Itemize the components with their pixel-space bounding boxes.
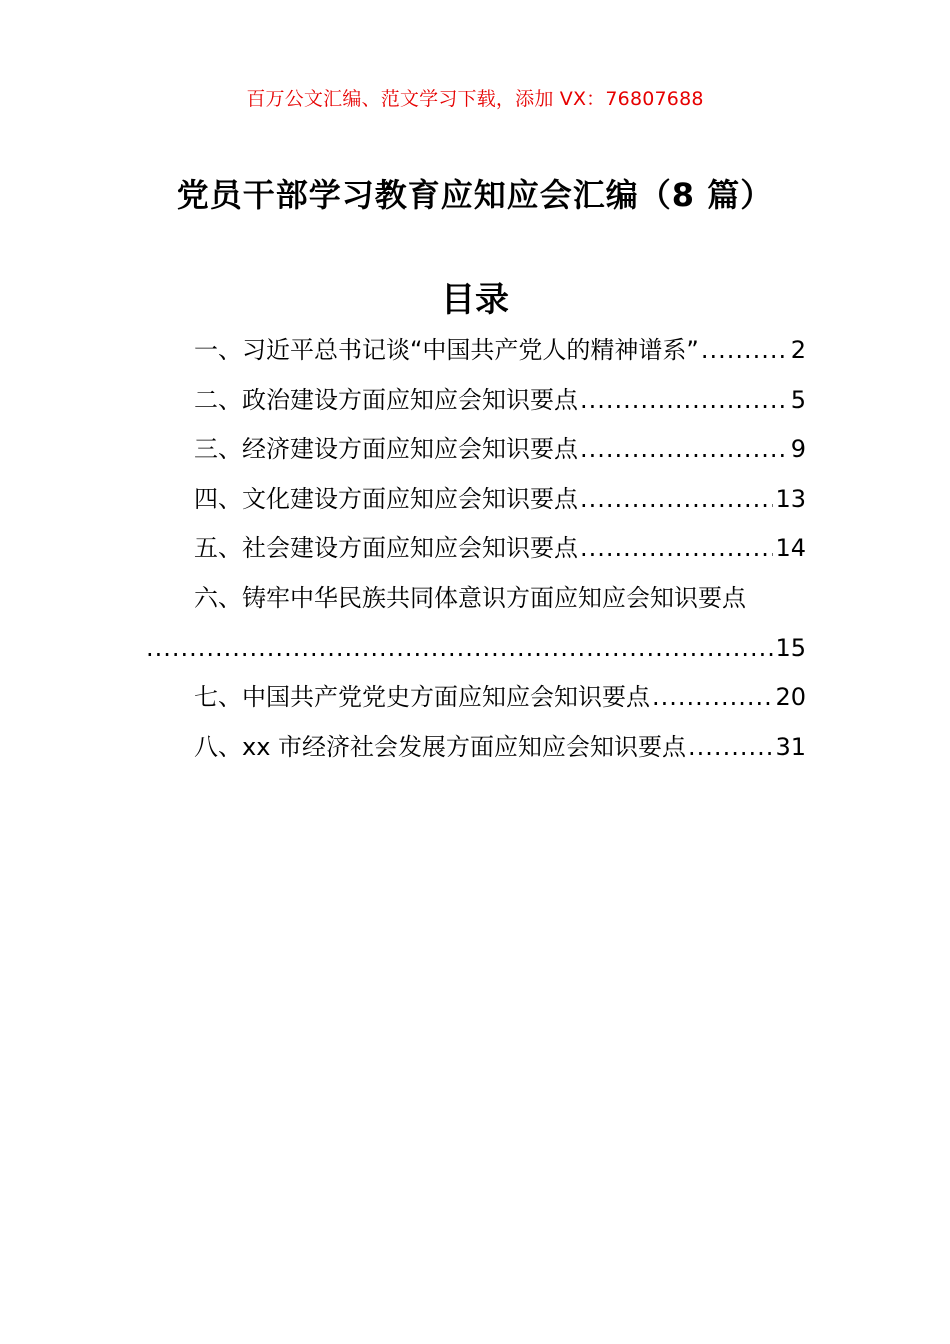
toc-leader-dots [580,425,789,475]
toc-entry[interactable] [146,574,806,624]
toc-entry[interactable] [146,723,806,773]
toc-leader-dots [146,624,773,674]
toc-leader-dots [580,376,789,426]
toc-leader-dots [652,673,773,723]
toc-leader-dots [580,475,773,525]
toc-entry[interactable] [146,326,806,376]
toc-leader-dots [701,326,789,376]
toc-leader-dots [688,723,773,773]
toc-entry-label: 二、政治建设方面应知应会知识要点 [194,385,578,414]
toc-entry-page: 9 [790,435,806,464]
toc-entry-label: 三、经济建设方面应知应会知识要点 [194,435,578,464]
toc-entry-label: 六、铸牢中华民族共同体意识方面应知应会知识要点 [194,583,746,612]
toc-entry-label: 五、社会建设方面应知应会知识要点 [194,534,578,563]
toc-entry-continuation[interactable] [146,624,806,674]
header-note: 百万公文汇编、范文学习下载，添加 VX：76807688 [246,88,704,110]
toc-entry-label: 七、中国共产党党史方面应知应会知识要点 [194,683,650,712]
toc-entry-label: 八、xx 市经济社会发展方面应知应会知识要点 [194,732,687,761]
toc-entry-page: 20 [775,683,806,712]
toc-entry-page: 2 [790,336,806,364]
toc-entry-page: 31 [775,732,806,761]
toc-entry[interactable] [146,524,806,574]
table-of-contents [146,326,806,772]
toc-entry-page: 13 [775,484,806,513]
document-title: 党员干部学习教育应知应会汇编（8 篇） [176,176,774,214]
toc-heading: 目录 [441,280,509,320]
toc-entry-label: 四、文化建设方面应知应会知识要点 [194,484,578,513]
toc-entry-page: 14 [775,534,806,563]
toc-leader-dots [580,524,773,574]
toc-entry-label: 一、习近平总书记谈“中国共产党人的精神谱系” [194,336,699,364]
toc-entry-page: 15 [775,633,806,662]
toc-entry[interactable] [146,673,806,723]
toc-entry[interactable] [146,425,806,475]
toc-entry-page: 5 [790,385,806,414]
toc-entry[interactable] [146,376,806,426]
toc-entry[interactable] [146,475,806,525]
